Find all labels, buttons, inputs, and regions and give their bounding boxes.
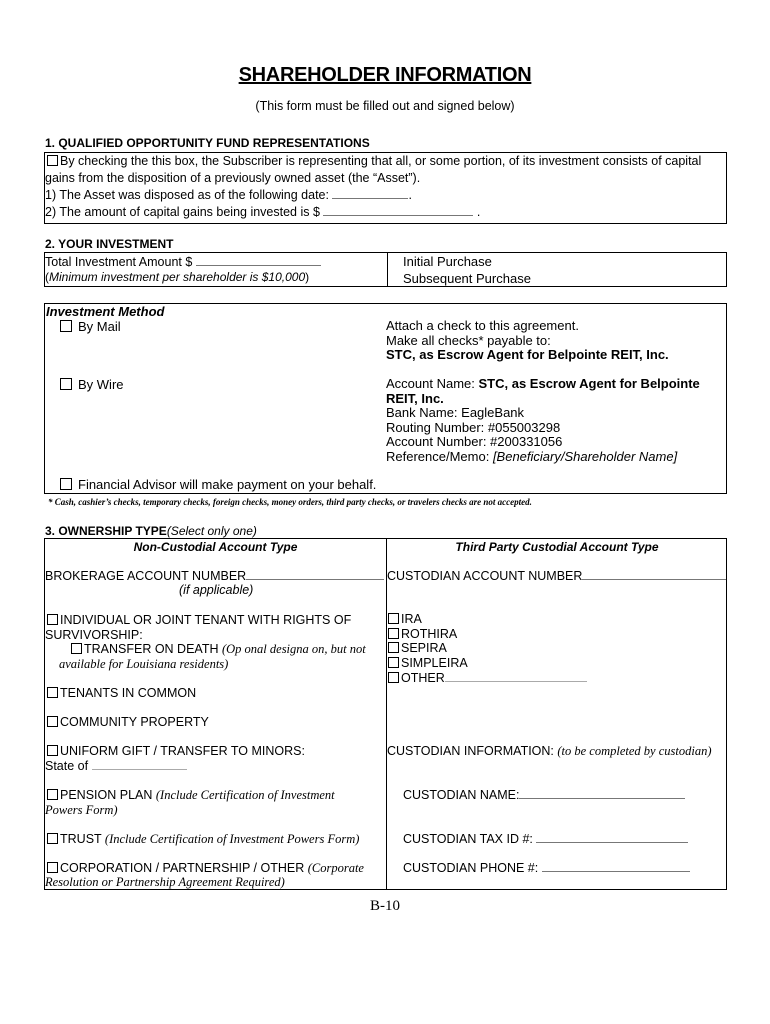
third-party-header: Third Party Custodial Account Type [455, 540, 659, 554]
wire-reference: Reference/Memo: [Beneficiary/Shareholder Name] [386, 448, 678, 464]
capital-gains-label: 2) The amount of capital gains being invested is $ [45, 205, 320, 219]
section1-heading: 1. QUALIFIED OPPORTUNITY FUND REPRESENTATIONS [45, 136, 370, 150]
custodian-name-label: CUSTODIAN NAME: [403, 788, 520, 802]
qof-text-1: By checking the this box, the Subscriber is representing that all, or some portion, of its investment consists of capital [60, 154, 702, 168]
roth-label: ROTHIRA [401, 626, 458, 641]
payment-note: * Cash, cashier’s checks, temporary checks, foreign checks, money orders, third party checks, or travelers checks are not accepted. [48, 497, 532, 507]
individual-label: INDIVIDUAL OR JOINT TENANT WITH RIGHTS OF [60, 613, 352, 627]
individual-checkbox[interactable] [47, 614, 58, 625]
pension-label-cont: Powers Form) [45, 803, 118, 817]
ugtm-label: UNIFORM GIFT / TRANSFER TO MINORS: [60, 744, 305, 758]
wire-account-name: Account Name: STC, as Escrow Agent for Belpointe [386, 376, 700, 391]
other-label: OTHER [401, 671, 445, 685]
pension-label: PENSION PLAN [60, 788, 156, 802]
wire-routing-number: Routing Number: #055003298 [386, 419, 561, 435]
tenants-checkbox[interactable] [47, 687, 58, 698]
custodian-phone-label: CUSTODIAN PHONE #: [403, 861, 539, 875]
custodian-account-label: CUSTODIAN ACCOUNT NUMBER [387, 569, 583, 583]
pension-checkbox[interactable] [47, 789, 58, 800]
tod-checkbox[interactable] [71, 643, 82, 654]
asset-date-field[interactable] [332, 187, 408, 199]
brokerage-label: BROKERAGE ACCOUNT NUMBER [45, 569, 247, 583]
non-custodial-header: Non-Custodial Account Type [133, 540, 298, 554]
custodian-phone-field[interactable] [542, 860, 690, 872]
custodian-account-field[interactable] [582, 568, 726, 580]
state-of-label: State of [45, 759, 89, 773]
sep-checkbox[interactable] [388, 642, 399, 653]
community-label: COMMUNITY PROPERTY [60, 715, 209, 729]
mail-instruction-2: Make all checks* payable to: [386, 332, 551, 348]
other-field[interactable] [445, 670, 587, 682]
custodian-tax-label: CUSTODIAN TAX ID #: [403, 832, 533, 846]
total-investment-label: Total Investment Amount $ [45, 255, 193, 269]
qof-text-2: gains from the disposition of a previously owned asset (the “Asset”). [45, 171, 421, 185]
qof-checkbox[interactable] [47, 155, 58, 166]
ira-label: IRA [401, 612, 422, 626]
total-investment-field[interactable] [196, 254, 321, 266]
if-applicable: (if applicable) [179, 583, 254, 597]
corporation-checkbox[interactable] [47, 862, 58, 873]
roth-checkbox[interactable] [388, 628, 399, 639]
investment-method-heading: Investment Method [46, 304, 165, 319]
page-number: B-10 [370, 898, 400, 914]
corporation-label: CORPORATION / PARTNERSHIP / OTHER [60, 861, 308, 875]
custodian-tax-field[interactable] [536, 831, 688, 843]
tod-label-cont: available for Louisiana residents) [59, 657, 229, 671]
tenants-label: TENANTS IN COMMON [60, 686, 197, 700]
wire-account-name-cont: REIT, Inc. [386, 390, 444, 406]
asset-date-label: 1) The Asset was disposed as of the following date: [45, 188, 329, 202]
section1-box: By checking the this box, the Subscriber is representing that all, or some portion, of its investment consists of capital gains from the disposition of a previously owned asset (the “Asset”). 1) The Asset was disposed as of the following date: . 2) The amount of capital gains being invested is $ . [44, 152, 727, 224]
page-subtitle: (This form must be filled out and signed below) [255, 99, 515, 113]
trust-checkbox[interactable] [47, 833, 58, 844]
page-title: SHAREHOLDER INFORMATION [238, 64, 532, 86]
section2-heading: 2. YOUR INVESTMENT [45, 237, 174, 251]
advisor-label: Financial Advisor will make payment on your behalf. [78, 477, 377, 492]
community-checkbox[interactable] [47, 716, 58, 727]
subsequent-purchase-option[interactable]: Subsequent Purchase [403, 271, 531, 286]
brokerage-field[interactable] [246, 568, 384, 580]
by-wire-checkbox[interactable] [60, 378, 72, 390]
corporation-label-cont: Resolution or Partnership Agreement Required) [45, 875, 285, 889]
ugtm-checkbox[interactable] [47, 745, 58, 756]
investment-method-box [44, 303, 727, 494]
wire-bank-name: Bank Name: EagleBank [386, 405, 525, 420]
by-mail-checkbox[interactable] [60, 320, 72, 332]
other-checkbox[interactable] [388, 672, 399, 683]
by-mail-label: By Mail [78, 319, 121, 334]
section3-heading: 3. OWNERSHIP TYPE(Select only one) [45, 524, 257, 538]
advisor-checkbox[interactable] [60, 478, 72, 490]
capital-gains-field[interactable] [323, 204, 473, 216]
sep-label: SEPIRA [401, 641, 447, 655]
wire-account-number: Account Number: #200331056 [386, 434, 563, 449]
ira-checkbox[interactable] [388, 613, 399, 624]
custodian-info-label: CUSTODIAN INFORMATION: [387, 744, 558, 758]
mail-instruction-1: Attach a check to this agreement. [386, 318, 579, 333]
simple-checkbox[interactable] [388, 657, 399, 668]
ownership-box: Non-Custodial Account Type Third Party Custodial Account Type BROKERAGE ACCOUNT NUMBER (if applicable) INDIVIDUAL OR JOINT TENANT WITH RIGHTS OF SURVIVORSHIP: TRANSFER ON DEATH (Op onal designa on, but not available for Louisiana residents) TENANTS IN COMMON COMMUNITY PROPERTY UNIFORM GIFT / TRANSFER TO MINORS: State of PENSION PLAN (Include Certification of Investment Powers Form) TRUST (Include Certification of Investment Powers Form) CORPORATION / PARTNERSHIP / OTHER (Corporate Resolution or Partnership Agreement Required) CUSTODIAN ACCOUNT NUMBER IRA ROTHIRA SEPIRA SIMPLEIRA OTHER CUSTODIAN INFORMATION: (to be completed by custodian) CUSTODIAN NAME: CUSTODIAN TAX ID #: CUSTODIAN PHONE #: [44, 538, 727, 890]
tod-label: TRANSFER ON DEATH [84, 642, 222, 656]
section2-box [44, 252, 727, 287]
custodian-name-field[interactable] [519, 787, 685, 799]
individual-label-cont: SURVIVORSHIP: [45, 628, 143, 642]
trust-label: TRUST [60, 832, 105, 846]
mail-payee: STC, as Escrow Agent for Belpointe REIT, Inc. [386, 347, 669, 362]
initial-purchase-option[interactable]: Initial Purchase [403, 254, 492, 269]
simple-label: SIMPLEIRA [401, 655, 468, 670]
state-of-field[interactable] [92, 758, 187, 770]
by-wire-label: By Wire [78, 377, 124, 392]
minimum-investment-note: (Minimum investment per shareholder is $10,000) [45, 270, 310, 284]
